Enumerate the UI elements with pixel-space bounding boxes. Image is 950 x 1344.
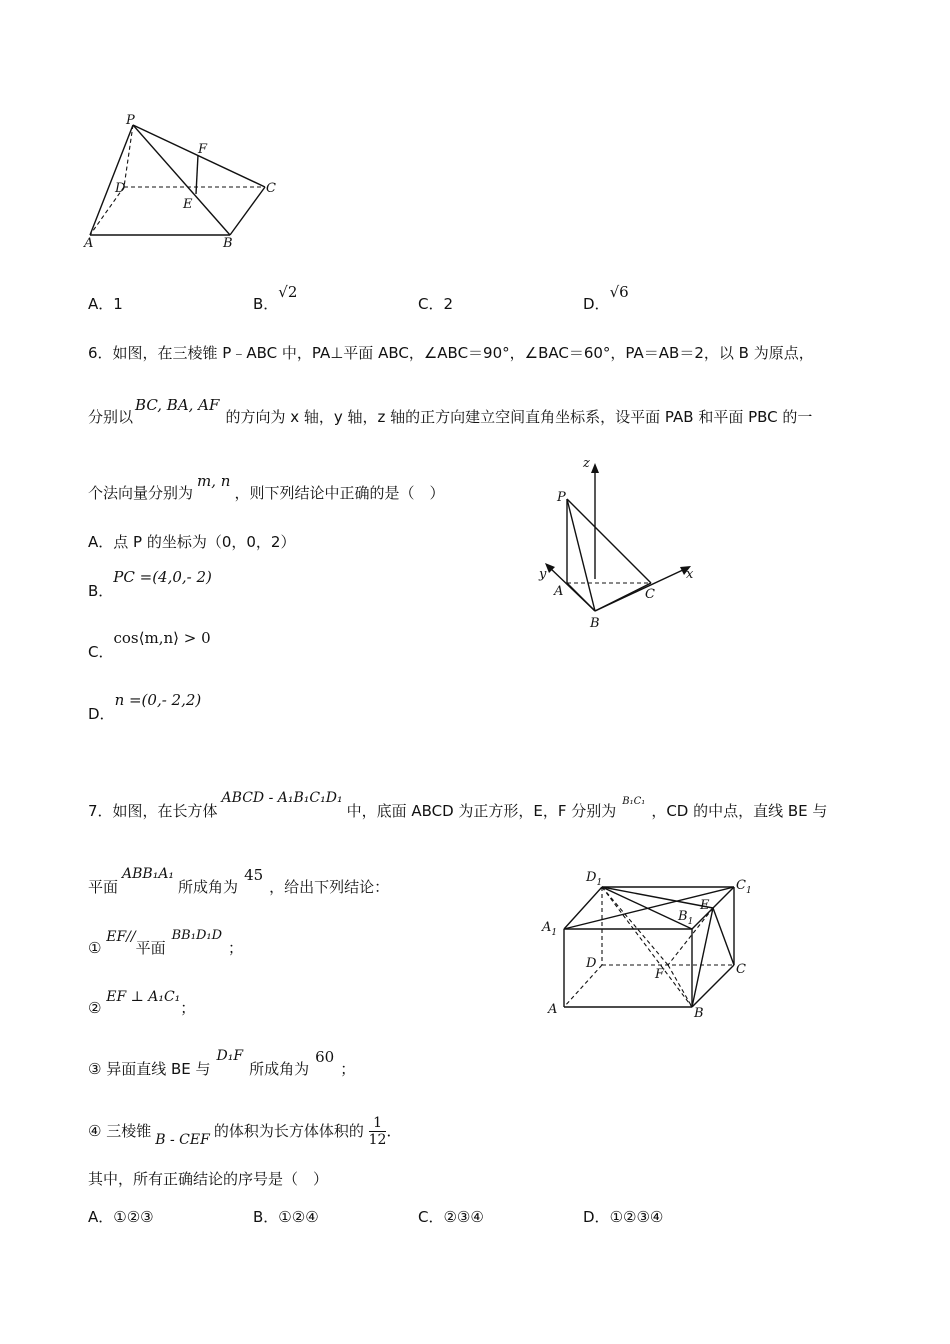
q6-stem-line2: 分别以BC, BA, AF的方向为 x 轴，y 轴，z 轴的正方向建立空间直角坐标系，设平面 PAB 和平面 PBC 的一 <box>88 396 813 426</box>
q7-statement-1: ① EF//平面BB₁D₁D； <box>88 928 244 957</box>
label-y: y <box>539 567 547 582</box>
pyramid-figure-q5 <box>80 110 290 260</box>
label-D1: $D_1$ <box>586 870 603 888</box>
q7-stem-line1: 7．如图，在长方体ABCD ‑ A₁B₁C₁D₁中，底面 ABCD 为正方形，E，F 分别为$^{B_1C_1}$，CD 的中点，直线 BE 与 <box>88 790 828 820</box>
label-A: A <box>554 584 564 599</box>
q7-statement-4: ④ 三棱锥 B ‑ CEF 的体积为长方体体积的 $\frac{1}{12}$ ． <box>88 1115 402 1148</box>
q5-option-d[interactable]: D．√6 <box>583 283 629 313</box>
label-A1: $A_1$ <box>542 920 558 938</box>
label-B: B <box>590 616 600 631</box>
label-C: C <box>736 962 746 977</box>
label-B1: $B_1$ <box>678 909 694 927</box>
q7-statement-2: ② EF ⊥ A₁C₁； <box>88 989 196 1017</box>
label-D: D <box>586 956 597 971</box>
q6-option-b[interactable]: B．PC =(4,0,‑ 2) <box>88 568 212 600</box>
cuboid-figure-q7 <box>538 865 768 1025</box>
q7-statement-3: ③ 异面直线 BE 与D₁F所成角为60； <box>88 1048 356 1078</box>
q6-option-a[interactable]: A．点 P 的坐标为（0，0，2） <box>88 533 296 551</box>
q7-option-a[interactable]: A．①②③ <box>88 1208 154 1226</box>
q7-option-d[interactable]: D．①②③④ <box>583 1208 664 1226</box>
q7-option-c[interactable]: C．②③④ <box>418 1208 484 1226</box>
label-A: A <box>548 1002 558 1017</box>
q6-option-c[interactable]: C．cos⟨m,n⟩ > 0 <box>88 629 211 661</box>
label-z: z <box>583 456 590 471</box>
label-C: C <box>266 181 276 196</box>
label-E: E <box>700 898 710 913</box>
q6-stem-line1: 6．如图，在三棱锥 P﹣ABC 中，PA⊥平面 ABC，∠ABC＝90°，∠BAC＝60°，PA＝AB＝2，以 B 为原点， <box>88 344 814 362</box>
label-F: F <box>655 967 665 982</box>
q7-stem-line2: 平面ABB₁A₁所成角为45，给出下列结论： <box>88 866 390 896</box>
q5-option-a[interactable]: A．1 <box>88 295 123 313</box>
label-B: B <box>694 1006 704 1021</box>
fraction-1-12: $\frac{1}{12}$ <box>368 1115 387 1148</box>
q5-option-c[interactable]: C．2 <box>418 295 454 313</box>
label-x: x <box>686 567 694 582</box>
label-C: C <box>645 587 655 602</box>
label-A: A <box>84 236 94 251</box>
label-F: F <box>198 142 208 157</box>
label-E: E <box>183 197 193 212</box>
q6-stem-line3: 个法向量分别为m, n，则下列结论中正确的是（ ） <box>88 472 445 502</box>
label-D: D <box>115 181 126 196</box>
q5-option-b[interactable]: B．√2 <box>253 283 298 313</box>
label-C1: $C_1$ <box>736 878 752 896</box>
label-B: B <box>223 236 233 251</box>
q7-option-b[interactable]: B．①②④ <box>253 1208 319 1226</box>
label-P: P <box>557 490 566 505</box>
q7-question: 其中，所有正确结论的序号是（ ） <box>88 1170 329 1188</box>
label-P: P <box>126 113 135 128</box>
coordinate-figure-q6 <box>535 455 705 635</box>
q6-option-d[interactable]: D．n =(0,‑ 2,2) <box>88 691 202 723</box>
